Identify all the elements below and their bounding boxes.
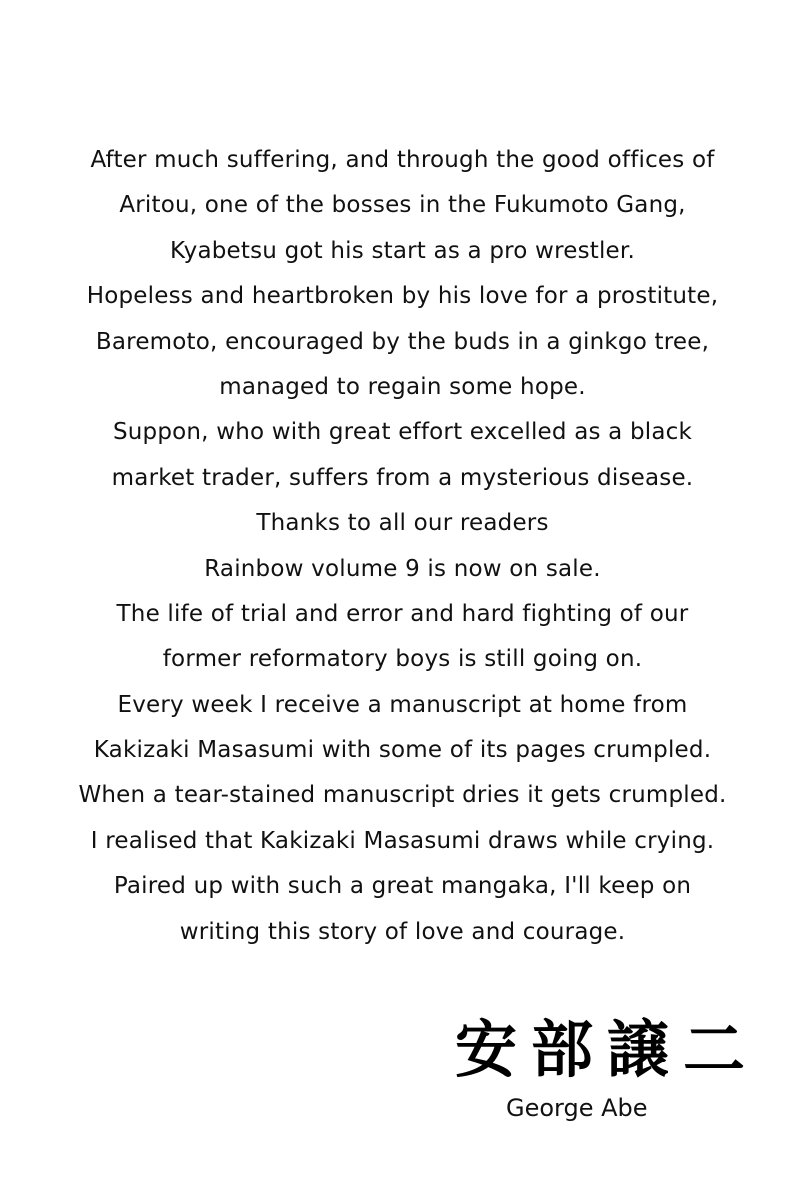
text-line: Aritou, one of the bosses in the Fukumoto Gang, (119, 192, 686, 219)
text-line: Every week I receive a manuscript at home from (117, 691, 688, 718)
text-line: I realised that Kakizaki Masasumi draws while crying. (90, 827, 715, 854)
text-line: Thanks to all our readers (256, 510, 549, 537)
signature-kanji: 安部譲二 (455, 1013, 760, 1086)
text-line: After much suffering, and through the good offices of (90, 147, 715, 173)
text-line: Kyabetsu got his start as a pro wrestler. (170, 237, 635, 264)
text-line: Kakizaki Masasumi with some of its pages crumpled. (93, 737, 712, 764)
signature-name: George Abe (506, 1094, 648, 1122)
text-line: Suppon, who with great effort excelled as a black (112, 419, 693, 446)
text-line: former reformatory boys is still going on. (162, 646, 643, 673)
text-line: The life of trial and error and hard fighting of our (116, 600, 689, 627)
text-line: market trader, suffers from a mysterious disease. (111, 464, 694, 491)
text-line: Paired up with such a great mangaka, I'll keep on (113, 873, 692, 900)
text-line: Hopeless and heartbroken by his love for a prostitute, (86, 283, 719, 310)
afterword-text (0, 138, 805, 955)
text-line: Rainbow volume 9 is now on sale. (204, 555, 601, 582)
text-line: When a tear-stained manuscript dries it gets crumpled. (78, 782, 727, 809)
text-line: writing this story of love and courage. (179, 918, 626, 945)
text-line: managed to regain some hope. (219, 373, 586, 400)
text-line: Baremoto, encouraged by the buds in a ginkgo tree, (95, 328, 710, 355)
